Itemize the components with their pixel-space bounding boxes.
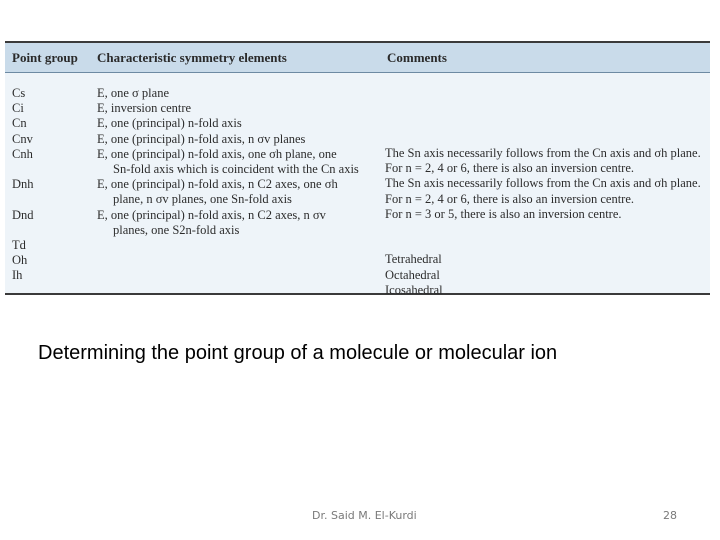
- point-group-column: [12, 86, 92, 283]
- page-number: 28: [663, 509, 677, 522]
- comment-cell: The Sn axis necessarily follows from the Cn axis and σh plane.: [385, 176, 701, 191]
- footer-author: Dr. Said M. El-Kurdi: [312, 509, 417, 522]
- elements-cell: E, inversion centre: [97, 101, 192, 116]
- comment-cell: Icosahedral: [385, 282, 443, 297]
- comment-cell: For n = 2, 4 or 6, there is also an inversion centre.: [385, 191, 635, 206]
- point-group-cell: Cn: [12, 116, 27, 131]
- header-comments: Comments: [387, 50, 447, 65]
- header-point-group: Point group: [12, 50, 78, 65]
- comment-cell: For n = 3 or 5, there is also an inversion centre.: [385, 206, 622, 221]
- point-group-cell: Td: [12, 237, 26, 252]
- comment-cell: For n = 2, 4 or 6, there is also an inversion centre.: [385, 161, 635, 176]
- elements-cell: E, one (principal) n-fold axis, n C2 axes, one σh: [97, 177, 338, 192]
- point-group-cell: Oh: [12, 253, 28, 268]
- point-group-table: [5, 41, 710, 295]
- elements-cell: plane, n σv planes, one Sn-fold axis: [113, 192, 292, 207]
- point-group-cell: Cs: [12, 86, 26, 100]
- header-symmetry-elements: Characteristic symmetry elements: [97, 50, 287, 65]
- point-group-cell: Cnv: [12, 131, 33, 146]
- point-group-cell: Dnh: [12, 177, 34, 192]
- point-group-cell: Dnd: [12, 207, 34, 222]
- comment-cell: The Sn axis necessarily follows from the Cn axis and σh plane.: [385, 146, 701, 160]
- symmetry-elements-column: [97, 86, 387, 238]
- elements-cell: planes, one S2n-fold axis: [113, 222, 240, 237]
- elements-cell: E, one (principal) n-fold axis: [97, 116, 242, 131]
- elements-cell: E, one (principal) n-fold axis, n C2 axes, n σv: [97, 207, 326, 222]
- point-group-cell: Ih: [12, 268, 23, 283]
- slide-heading: Determining the point group of a molecule or molecular ion: [38, 342, 558, 364]
- point-group-cell: Cnh: [12, 146, 33, 161]
- elements-cell: E, one (principal) n-fold axis, n σv planes: [97, 131, 306, 146]
- elements-cell: E, one σ plane: [97, 86, 169, 100]
- table-header-row: [5, 43, 710, 73]
- elements-cell: Sn-fold axis which is coincident with the Cn axis: [113, 161, 359, 176]
- comment-cell: Octahedral: [385, 267, 440, 282]
- comment-cell: Tetrahedral: [385, 252, 442, 267]
- elements-cell: E, one (principal) n-fold axis, one σh plane, one: [97, 146, 337, 161]
- comments-column: [385, 146, 715, 298]
- point-group-cell: Ci: [12, 101, 24, 116]
